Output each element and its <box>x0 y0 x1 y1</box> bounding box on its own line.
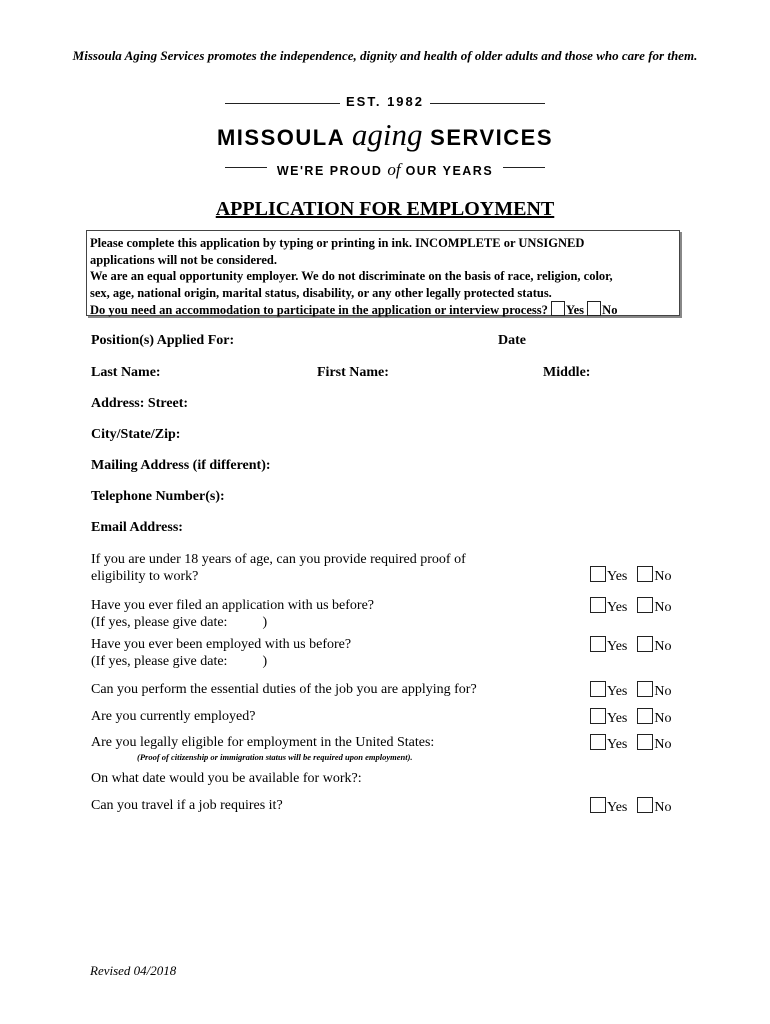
essential-duties-yes-checkbox[interactable] <box>590 681 606 697</box>
currently-employed-no-checkbox[interactable] <box>637 708 653 724</box>
previous-application-no-label: No <box>654 600 672 615</box>
logo-slogan-left: WE'RE PROUD <box>276 164 388 178</box>
logo-wordmark <box>0 117 770 153</box>
previous-application-no-checkbox[interactable] <box>637 597 653 613</box>
middle-name-label: Middle: <box>543 365 591 380</box>
mailing-address-label: Mailing Address (if different): <box>91 458 271 473</box>
currently-employed-yes-label: Yes <box>607 711 628 726</box>
page-title: APPLICATION FOR EMPLOYMENT <box>215 198 555 220</box>
currently-employed-yes-no <box>590 708 672 727</box>
travel-yes-no <box>590 797 672 816</box>
currently-employed-no-label: No <box>654 711 672 726</box>
currently-employed-yes-checkbox[interactable] <box>590 708 606 724</box>
logo-slogan <box>0 160 770 180</box>
revision-date: Revised 04/2018 <box>90 963 177 978</box>
notice-line-2: applications will not be considered. <box>90 252 277 267</box>
legally-eligible-no-label: No <box>654 737 672 752</box>
citizenship-proof-note: (Proof of citizenship or immigration status will be required upon employment). <box>137 752 413 762</box>
legally-eligible-yes-label: Yes <box>607 737 628 752</box>
notice-line-1: Please complete this application by typing or printing in ink. INCOMPLETE or UNSIGNED <box>90 236 585 250</box>
essential-duties-yes-no <box>590 681 672 700</box>
city-state-zip-label: City/State/Zip: <box>91 427 181 442</box>
previous-employment-no-checkbox[interactable] <box>637 636 653 652</box>
previous-employment-yes-no <box>590 636 672 655</box>
previous-application-yes-no <box>590 597 672 616</box>
logo-est: EST. 1982 <box>346 94 424 109</box>
travel-no-checkbox[interactable] <box>637 797 653 813</box>
logo-missoula: MISSOULA <box>216 125 352 150</box>
logo-slogan-right: OUR YEARS <box>400 164 494 178</box>
date-label: Date <box>498 333 526 348</box>
question-proof-of-eligibility <box>91 551 466 585</box>
tagline: Missoula Aging Services promotes the independence, dignity and health of older adults and those who care for them. <box>72 48 698 63</box>
accommodation-no-label: No <box>602 303 618 317</box>
legally-eligible-yes-no <box>590 734 672 753</box>
notice-line-4: sex, age, national origin, marital status, disability, or any other legally protected status. <box>90 285 552 300</box>
question-previous-application-line-1: Have you ever filed an application with us before? <box>91 598 375 613</box>
question-availability-date: On what date would you be available for work?: <box>91 771 362 786</box>
essential-duties-yes-label: Yes <box>607 684 628 699</box>
question-proof-line-2: eligibility to work? <box>91 569 199 584</box>
notice-line-5 <box>90 301 679 319</box>
travel-yes-label: Yes <box>607 800 628 815</box>
accommodation-yes-checkbox[interactable] <box>551 301 565 316</box>
question-travel: Can you travel if a job requires it? <box>91 798 283 813</box>
question-essential-duties: Can you perform the essential duties of the job you are applying for? <box>91 682 477 697</box>
proof-yes-label: Yes <box>607 569 628 584</box>
legally-eligible-yes-checkbox[interactable] <box>590 734 606 750</box>
proof-no-checkbox[interactable] <box>637 566 653 582</box>
notice-box <box>86 230 680 316</box>
notice-line-3: We are an equal opportunity employer. We do not discriminate on the basis of race, religion, color, <box>90 269 613 283</box>
travel-no-label: No <box>654 800 672 815</box>
question-previous-employment-line-2: (If yes, please give date: ) <box>91 654 268 669</box>
telephone-label: Telephone Number(s): <box>91 489 225 504</box>
essential-duties-no-label: No <box>654 684 672 699</box>
logo-slogan-of: of <box>387 160 401 179</box>
accommodation-no-checkbox[interactable] <box>587 301 601 316</box>
last-name-label: Last Name: <box>91 365 161 380</box>
previous-employment-no-label: No <box>654 639 672 654</box>
accommodation-question: Do you need an accommodation to participate in the application or interview process? <box>90 303 548 317</box>
question-previous-employment <box>91 636 351 670</box>
logo-aging: aging <box>351 117 423 152</box>
street-address-label: Address: Street: <box>91 396 189 411</box>
logo-services: SERVICES <box>422 125 554 150</box>
question-proof-line-1: If you are under 18 years of age, can you provide required proof of <box>91 552 466 567</box>
email-label: Email Address: <box>91 520 183 535</box>
proof-yes-checkbox[interactable] <box>590 566 606 582</box>
proof-yes-no <box>590 566 672 585</box>
question-legally-eligible: Are you legally eligible for employment in the United States: <box>91 735 435 750</box>
question-previous-application-line-2: (If yes, please give date: ) <box>91 615 268 630</box>
first-name-label: First Name: <box>317 365 389 380</box>
previous-employment-yes-label: Yes <box>607 639 628 654</box>
previous-application-yes-checkbox[interactable] <box>590 597 606 613</box>
position-label: Position(s) Applied For: <box>91 333 235 348</box>
proof-no-label: No <box>654 569 672 584</box>
legally-eligible-no-checkbox[interactable] <box>637 734 653 750</box>
logo <box>0 0 770 185</box>
travel-yes-checkbox[interactable] <box>590 797 606 813</box>
essential-duties-no-checkbox[interactable] <box>637 681 653 697</box>
question-currently-employed: Are you currently employed? <box>91 709 256 724</box>
accommodation-yes-label: Yes <box>565 303 585 317</box>
previous-employment-yes-checkbox[interactable] <box>590 636 606 652</box>
question-previous-employment-line-1: Have you ever been employed with us before? <box>91 637 352 652</box>
previous-application-yes-label: Yes <box>607 600 628 615</box>
question-previous-application <box>91 597 374 631</box>
